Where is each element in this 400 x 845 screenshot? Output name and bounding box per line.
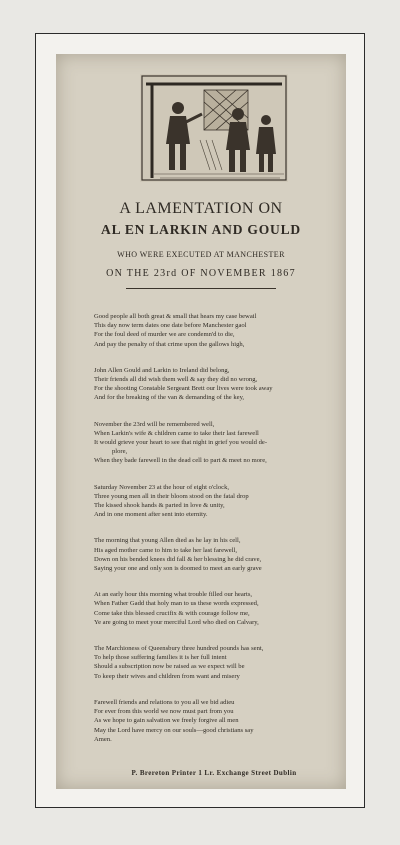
- stanza: [94, 698, 332, 744]
- stanza: [94, 590, 332, 627]
- stanza: [94, 366, 332, 403]
- verse-line: And in one moment after sent into eternity.: [94, 511, 208, 519]
- verses: [94, 312, 332, 761]
- verse-line: His aged mother came to him to take her last farewell,: [94, 546, 237, 554]
- verse-line: The morning that young Allen died as he lay in his cell,: [94, 537, 241, 545]
- verse-line: Saturday November 23 at the hour of eight o'clock,: [94, 483, 230, 491]
- verse-line: When Father Gadd that holy man to us these words expressed,: [94, 600, 259, 608]
- verse-line: And pay the penalty of that crime upon the gallows high,: [94, 340, 245, 348]
- verse-line: Good people all both great & small that hears my case bewail: [94, 313, 257, 320]
- title-line-2: AL EN LARKIN AND GOULD: [101, 222, 301, 237]
- stanza: [94, 644, 332, 681]
- mount-frame: [35, 33, 365, 808]
- verse-line: Farewell friends and relations to you all we bid adieu: [94, 698, 235, 706]
- stanza: [94, 312, 332, 349]
- verse-line: When Larkin's wife & children came to take their last farewell: [94, 429, 259, 437]
- verse-line: For ever from this world we now must part from you: [94, 708, 234, 716]
- title-rule: [126, 288, 276, 289]
- verse-line: At an early hour this morning what trouble filled our hearts,: [94, 591, 253, 599]
- verse-line: To help those suffering families it is her full intent: [94, 654, 227, 662]
- verse-line: Ye are going to meet your merciful Lord who died on Calvary,: [94, 618, 259, 626]
- verse-line: May the Lord have mercy on our souls—good christians say: [94, 726, 254, 734]
- verse-line: And for the breaking of the van & demanding of the key,: [94, 394, 245, 402]
- verse-line: The Marchioness of Queensbury three hundred pounds has sent,: [94, 645, 264, 653]
- verse-line: Amen.: [94, 735, 112, 743]
- verse-line: To keep their wives and children from want and misery: [94, 672, 240, 680]
- stanza: [94, 536, 332, 573]
- woodcut-illustration: [140, 74, 288, 182]
- verse-line: Should a subscription now be raised as we expect will be: [94, 663, 245, 671]
- verse-line: Come take this blessed crucifix & with courage follow me,: [94, 609, 250, 617]
- verse-line: As we hope to gain salvation we freely forgive all men: [94, 717, 239, 725]
- verse-line: November the 23rd will be remembered well,: [94, 420, 215, 428]
- verse-line: It would grieve your heart to see that night in grief you would de-: [94, 439, 268, 447]
- verse-line: Saying your one and only son is doomed to meet an early grave: [94, 565, 262, 573]
- verse-line: The kissed shook hands & parted in love & unity,: [94, 502, 225, 510]
- broadside-sheet: [56, 54, 346, 789]
- verse-line: When they bade farewell in the dead cell to part & meet no more,: [94, 457, 267, 465]
- verse-line: Three young men all in their bloom stood on the fatal drop: [94, 492, 249, 500]
- stanza: [94, 420, 332, 466]
- verse-line: Their friends all did wish them well & say they did no wrong,: [94, 376, 258, 384]
- title-line-4: ON THE 23rd OF NOVEMBER 1867: [106, 268, 296, 279]
- verse-line: John Allen Gould and Larkin to Ireland did belong,: [94, 366, 230, 374]
- stanza: [94, 483, 332, 520]
- title-line-3: WHO WERE EXECUTED AT MANCHESTER: [117, 250, 285, 259]
- title-line-1: A LAMENTATION ON: [119, 200, 283, 217]
- verse-line: For the foul deed of murder we are condemn'd to die,: [94, 331, 235, 339]
- verse-line: plore,: [112, 448, 128, 456]
- printer-imprint: P. Brereton Printer 1 Lr. Exchange Street Dublin: [131, 769, 297, 777]
- verse-line: For the shooting Constable Sergeant Brett our lives were took away: [94, 385, 273, 393]
- verse-line: Down on his bended knees did fall & her blessing he did crave,: [94, 555, 262, 563]
- verse-line: This day now term dates one date before Manchester gaol: [94, 322, 247, 330]
